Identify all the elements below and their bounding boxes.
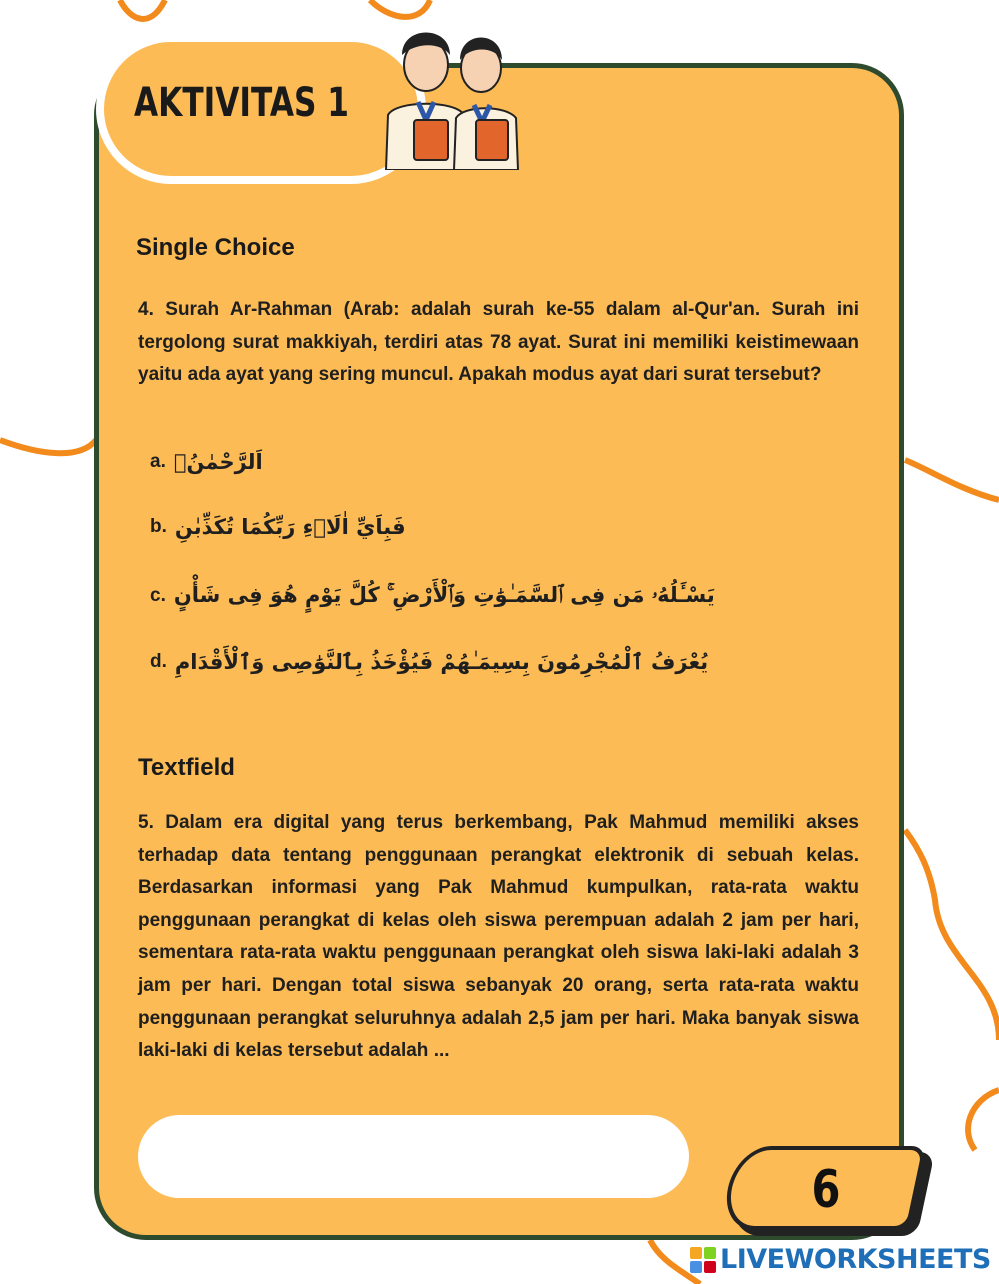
question-4-text: 4. Surah Ar-Rahman (Arab: adalah surah ke-55 dalam al-Qur'an. Surah ini tergolong surat makkiyah, terdiri atas 78 ayat. Surat ini memiliki keistimewaan yaitu ada ayat yang sering muncul. Apakah modus ayat dari surat tersebut? xyxy=(138,299,859,386)
question-5-text: 5. Dalam era digital yang terus berkembang, Pak Mahmud memiliki akses terhadap data tentang penggunaan perangkat elektronik di sebuah kelas. Berdasarkan informasi yang Pak Mahmud kumpulkan, rata-rata waktu penggunaan perangkat di kelas oleh siswa perempuan adalah 2 jam per hari, sementara rata-rata waktu penggunaan perangkat oleh siswa laki-laki adalah 3 jam per hari. Dengan total siswa sebanyak 20 orang, serta rata-rata waktu penggunaan perangkat seluruhnya adalah 2,5 jam per hari. Maka banyak siswa laki-laki di kelas tersebut adalah ... xyxy=(138,812,859,1062)
page-number-badge xyxy=(728,1146,928,1238)
option-letter: a. xyxy=(150,451,166,472)
page-number: 6 xyxy=(811,1160,841,1220)
option-text: يُعْرَفُ ٱلْمُجْرِمُونَ بِسِيمَـٰهُمْ فَيُؤْخَذُ بِٱلنَّوَٰصِى وَٱلْأَقْدَامِ xyxy=(174,650,709,674)
option-d[interactable] xyxy=(150,650,708,674)
option-letter: b. xyxy=(150,516,167,537)
students-illustration xyxy=(366,20,536,170)
brand-name: LIVEWORKSHEETS xyxy=(720,1244,991,1275)
option-b[interactable] xyxy=(150,515,406,539)
option-text: فَبِاَيِّ اٰلَاۤءِ رَبِّكُمَا تُكَذِّبٰنِ xyxy=(174,515,406,539)
liveworksheets-logo-icon xyxy=(690,1247,716,1273)
option-c[interactable] xyxy=(150,583,715,608)
option-a[interactable] xyxy=(150,450,263,474)
option-letter: d. xyxy=(150,651,167,672)
brand-watermark xyxy=(690,1244,991,1275)
option-text: اَلرَّحْمٰنُۙ xyxy=(173,450,263,474)
option-letter: c. xyxy=(150,584,166,606)
answer-input[interactable] xyxy=(138,1115,689,1198)
section-title-textfield: Textfield xyxy=(138,754,235,781)
option-text: يَسْـَٔلُهُۥ مَن فِى ٱلسَّمَـٰوَٰتِ وَٱلْأَرْضِ ۚ كُلَّ يَوْمٍ هُوَ فِى شَأْنٍ xyxy=(173,583,715,607)
section-title-single-choice: Single Choice xyxy=(136,234,295,261)
page-title: AKTIVITAS 1 xyxy=(134,80,350,126)
